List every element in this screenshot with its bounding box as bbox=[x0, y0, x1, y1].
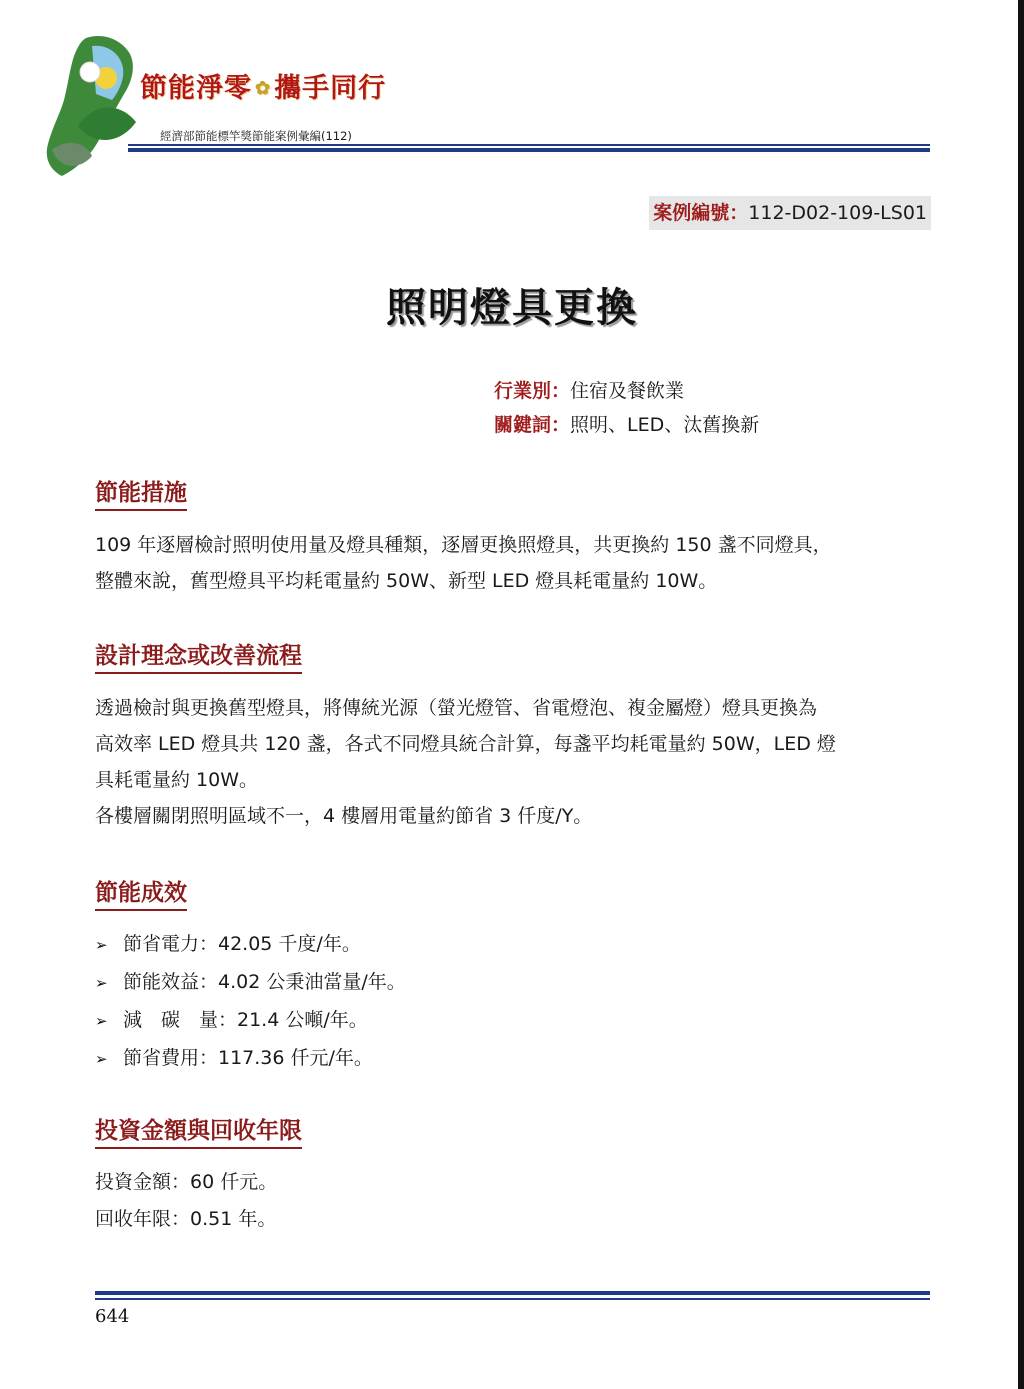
keywords-label: 關鍵詞： bbox=[494, 414, 571, 436]
list-item bbox=[95, 1040, 406, 1078]
case-number-value: 112-D02-109-LS01 bbox=[748, 202, 927, 224]
benefit-cost: 節省費用：117.36 仟元/年。 bbox=[123, 1047, 373, 1069]
case-number-label: 案例編號： bbox=[653, 202, 749, 224]
flower-icon: ✿ bbox=[255, 78, 272, 99]
header-rule-thin bbox=[128, 144, 930, 146]
investment-heading: 投資金額與回收年限 bbox=[95, 1112, 302, 1149]
list-item bbox=[95, 926, 406, 964]
list-item bbox=[95, 964, 406, 1002]
measures-line-2: 整體來說，舊型燈具平均耗電量約 50W、新型 LED 燈具耗電量約 10W。 bbox=[95, 570, 718, 592]
slogan-right: 攜手同行 bbox=[274, 73, 387, 104]
industry-label: 行業別： bbox=[494, 380, 571, 402]
design-line-2: 高效率 LED 燈具共 120 盞，各式不同燈具統合計算，每盞平均耗電量約 50W，LED 燈 bbox=[95, 733, 836, 755]
arrow-bullet-icon: ➢ bbox=[95, 1050, 108, 1068]
investment-amount: 投資金額：60 仟元。 bbox=[95, 1171, 278, 1193]
page-edge bbox=[1018, 0, 1024, 1389]
page-number: 644 bbox=[95, 1306, 130, 1327]
keywords-value: 照明、LED、汰舊換新 bbox=[570, 414, 760, 436]
benefit-carbon: 減 碳 量：21.4 公噸/年。 bbox=[123, 1009, 368, 1031]
benefit-power: 節省電力：42.05 千度/年。 bbox=[123, 933, 361, 955]
keywords-line bbox=[494, 410, 759, 437]
arrow-bullet-icon: ➢ bbox=[95, 974, 108, 992]
arrow-bullet-icon: ➢ bbox=[95, 936, 108, 954]
investment-text bbox=[95, 1164, 277, 1238]
footer-rule-thin bbox=[95, 1298, 930, 1300]
design-line-4: 各樓層關閉照明區域不一，4 樓層用電量約節省 3 仟度/Y。 bbox=[95, 805, 593, 827]
measures-heading: 節能措施 bbox=[95, 474, 187, 511]
collection-title: 經濟部節能標竿獎節能案例彙編(112) bbox=[160, 129, 352, 143]
list-item bbox=[95, 1002, 406, 1040]
header-rule-thick bbox=[128, 148, 930, 152]
arrow-bullet-icon: ➢ bbox=[95, 1012, 108, 1030]
slogan-left: 節能淨零 bbox=[140, 73, 252, 104]
footer-rule-thick bbox=[95, 1291, 930, 1295]
payback-period: 回收年限：0.51 年。 bbox=[95, 1208, 277, 1230]
design-text bbox=[95, 690, 935, 834]
slogan bbox=[140, 66, 386, 105]
measures-text bbox=[95, 527, 935, 599]
benefits-heading: 節能成效 bbox=[95, 874, 187, 911]
measures-line-1: 109 年逐層檢討照明使用量及燈具種類，逐層更換照燈具，共更換約 150 盞不同燈具， bbox=[95, 534, 832, 556]
taiwan-leaf-logo bbox=[26, 30, 156, 180]
industry-value: 住宿及餐飲業 bbox=[570, 380, 685, 402]
benefit-oil: 節能效益：4.02 公秉油當量/年。 bbox=[123, 971, 406, 993]
case-number-box bbox=[649, 196, 931, 230]
benefits-list bbox=[95, 926, 406, 1078]
page-title: 照明燈具更換 bbox=[386, 285, 638, 331]
design-line-3: 具耗電量約 10W。 bbox=[95, 769, 259, 791]
industry-line bbox=[494, 376, 684, 403]
design-line-1: 透過檢討與更換舊型燈具，將傳統光源（螢光燈管、省電燈泡、複金屬燈）燈具更換為 bbox=[95, 697, 818, 719]
design-heading: 設計理念或改善流程 bbox=[95, 637, 302, 674]
